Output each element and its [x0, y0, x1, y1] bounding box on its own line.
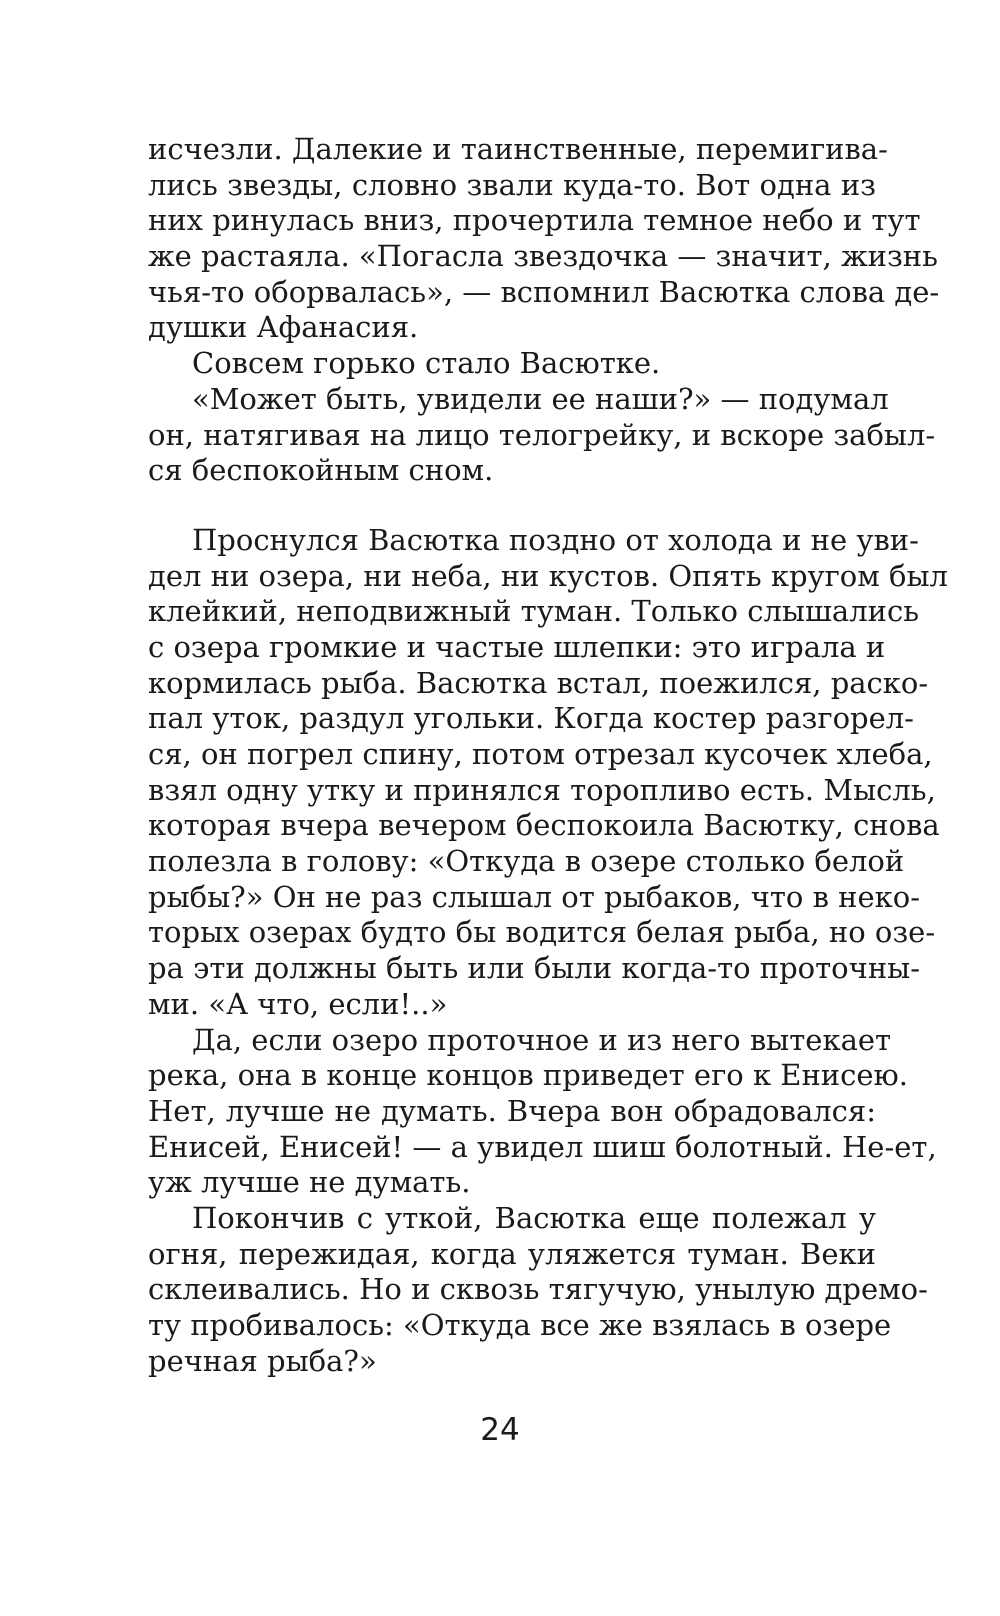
paragraph: [148, 1022, 937, 1201]
text-line: с озера громкие и частые шлепки: это играла и: [148, 629, 886, 664]
page-number: 24: [480, 1412, 520, 1448]
text-line: Проснулся Васютка поздно от холода и не уви-: [192, 522, 919, 557]
text-line: уж лучше не думать.: [148, 1165, 471, 1200]
text-line: огня, пережидая, когда уляжется туман. Веки: [148, 1236, 876, 1271]
text-line: река, она в конце концов приведет его к Енисею.: [148, 1058, 908, 1093]
text-line: он, натягивая на лицо телогрейку, и вскоре забыл-: [148, 417, 936, 452]
text-line: ра эти должны быть или были когда-то проточны-: [148, 951, 921, 986]
text-line: рыбы?» Он не раз слышал от рыбаков, что в неко-: [148, 879, 921, 914]
text-line: дел ни озера, ни неба, ни кустов. Опять кругом был: [148, 558, 948, 593]
text-line: Совсем горько стало Васютке.: [192, 346, 661, 381]
text-line: ся, он погрел спину, потом отрезал кусочек хлеба,: [148, 737, 933, 771]
text-line: которая вчера вечером беспокоила Васютку, снова: [148, 808, 940, 843]
text-line: торых озерах будто бы водится белая рыба, но озе-: [148, 915, 936, 950]
text-line: них ринулась вниз, прочертила темное небо и тут: [148, 203, 921, 238]
text-line: Да, если озеро проточное и из него вытекает: [192, 1022, 892, 1057]
text-line: Енисей, Енисей! — а увидел шиш болотный. Не-ет,: [148, 1129, 937, 1164]
paragraph: [148, 381, 936, 489]
text-line: кормилась рыба. Васютка встал, поежился, раско-: [148, 665, 929, 700]
paragraph: [148, 132, 940, 346]
text-line: душки Афанасия.: [148, 310, 419, 345]
text-line: ся беспокойным сном.: [148, 453, 494, 488]
text-line: пал уток, раздул угольки. Когда костер разгорел-: [148, 701, 914, 736]
paragraph: [148, 522, 948, 1023]
text-line: полезла в голову: «Откуда в озере столько белой: [148, 844, 905, 879]
paragraph: [148, 1200, 928, 1379]
text-line: же растаяла. «Погасла звездочка — значит, жизнь: [148, 239, 938, 274]
text-line: Покончив с уткой, Васютка еще полежал у: [192, 1200, 876, 1235]
text-line: ту пробивалось: «Откуда все же взялась в озере: [148, 1308, 892, 1342]
section-break: [148, 489, 876, 523]
text-line: речная рыба?»: [148, 1343, 377, 1378]
text-line: клейкий, неподвижный туман. Только слышались: [148, 594, 919, 629]
text-line: «Может быть, увидели ее наши?» — подумал: [192, 381, 889, 416]
page-body: [148, 132, 948, 1379]
paragraph: [148, 346, 876, 382]
text-line: склеивались. Но и сквозь тягучую, унылую дремо-: [148, 1272, 928, 1307]
text-line: Нет, лучше не думать. Вчера вон обрадовался:: [148, 1093, 876, 1128]
text-line: лись звезды, словно звали куда-то. Вот одна из: [148, 167, 876, 202]
text-line: исчезли. Далекие и таинственные, перемигива-: [148, 132, 888, 166]
text-line: чья-то оборвалась», — вспомнил Васютка слова де-: [148, 274, 940, 309]
text-line: взял одну утку и принялся торопливо есть. Мысль,: [148, 772, 936, 807]
text-line: ми. «А что, если!..»: [148, 986, 448, 1021]
